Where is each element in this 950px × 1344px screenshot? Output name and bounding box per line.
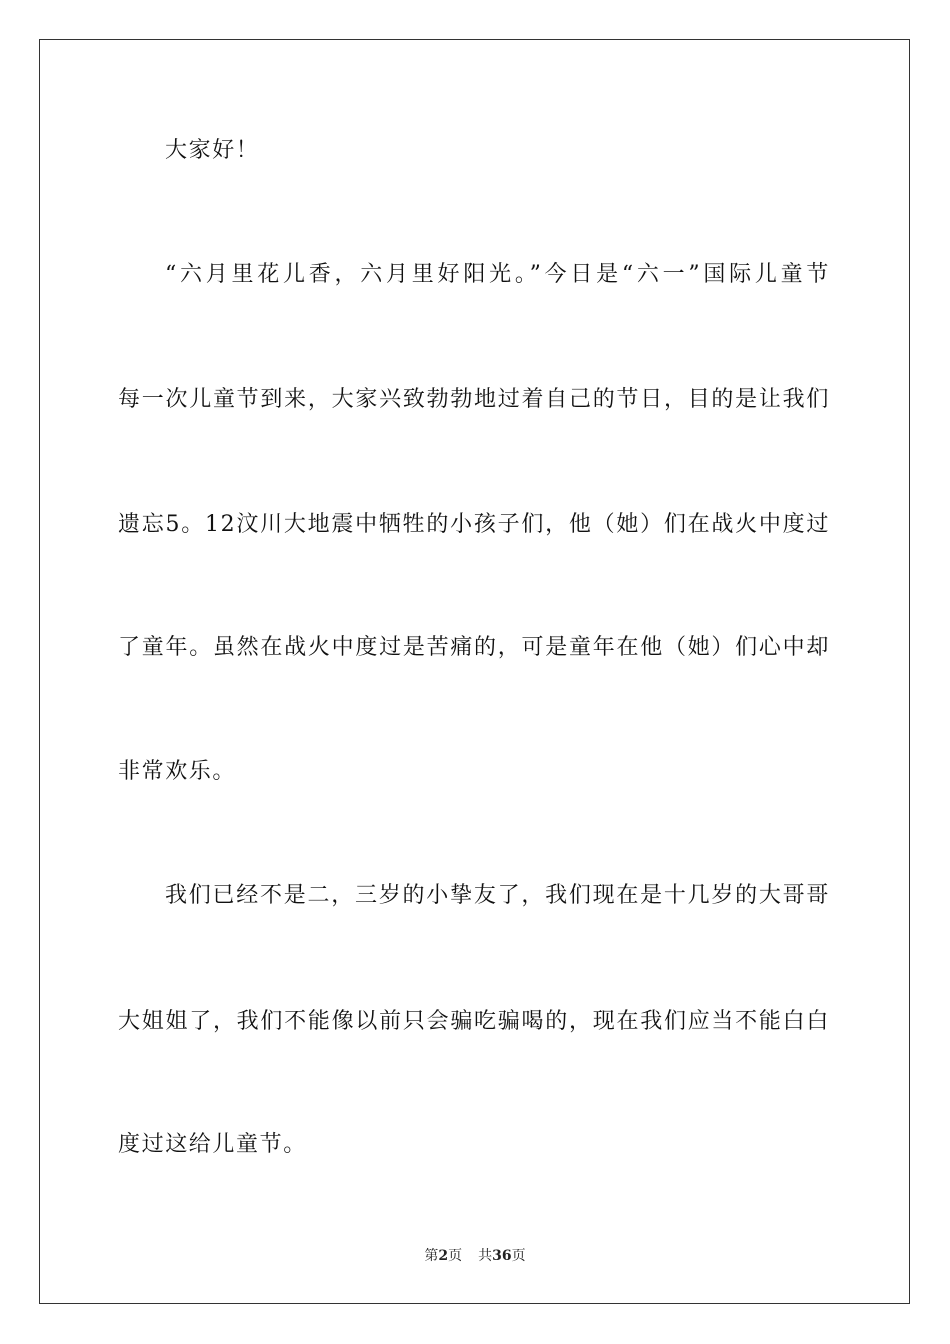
paragraph-3-line-2: 大姐姐了，我们不能像以前只会骗吃骗喝的，现在我们应当不能白白 [118,1009,830,1034]
page-footer [0,1246,950,1266]
paragraph-2-line-1: 每一次儿童节到来，大家兴致勃勃地过着自己的节日，目的是让我们 [118,387,830,412]
paragraph-2-line-2: 遗忘5。12汶川大地震中牺牲的小孩子们，他（她）们在战火中度过 [118,512,830,537]
paragraph-3-line-3: 度过这给儿童节。 [118,1132,307,1157]
page-border [39,39,910,1304]
total-suffix: 页 [511,1248,526,1264]
paragraph-2-line-3: 了童年。虽然在战火中度过是苦痛的，可是童年在他（她）们心中却 [118,635,830,660]
page-suffix: 页 [448,1248,463,1264]
page-prefix: 第 [424,1248,439,1264]
page-number: 2 [438,1248,449,1264]
paragraph-3-line-1: 我们已经不是二，三岁的小挚友了，我们现在是十几岁的大哥哥 [165,883,830,908]
total-pages: 36 [492,1248,512,1264]
greeting-line: 大家好！ [165,138,260,163]
total-prefix: 共 [478,1248,493,1264]
paragraph-1-line-1: “六月里花儿香，六月里好阳光。”今日是“六一”国际儿童节 [165,262,830,287]
paragraph-2-line-4: 非常欢乐。 [118,759,237,784]
